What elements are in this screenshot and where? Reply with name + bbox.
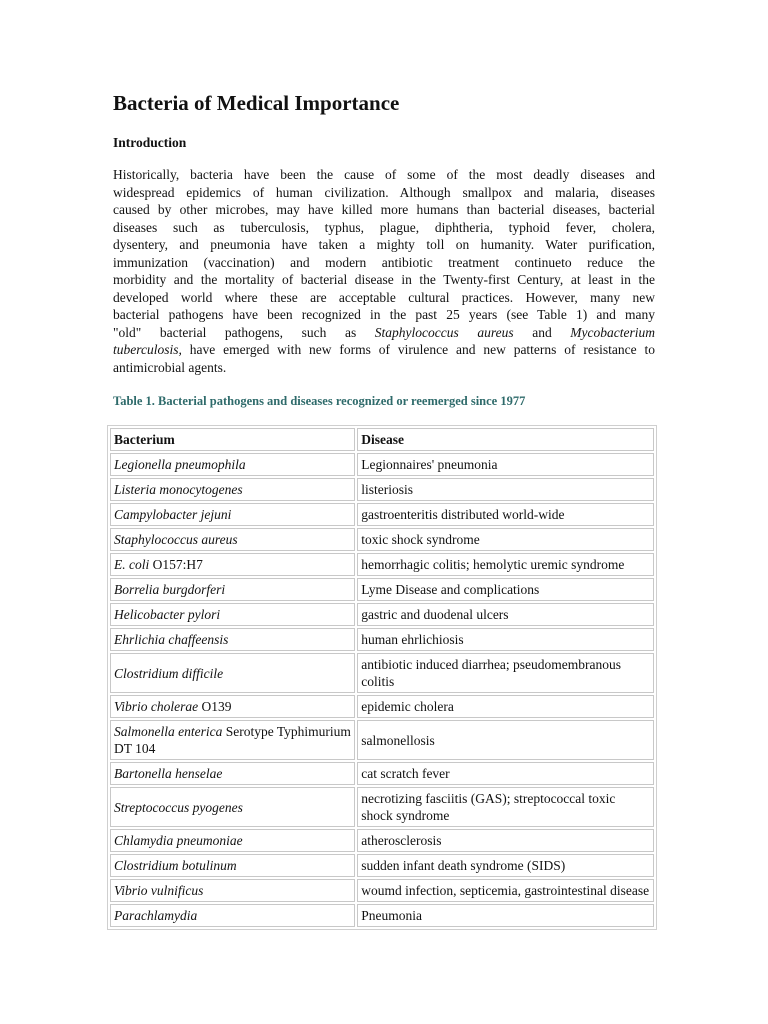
page-title: Bacteria of Medical Importance [113,91,400,115]
intro-italic-text: Staphylococcus aureus [374,324,514,340]
disease-cell: cat scratch fever [357,762,654,785]
bacterium-cell [110,854,355,877]
table-row [110,787,654,827]
bacterium-name: Campylobacter jejuni [114,507,232,522]
disease-cell: gastric and duodenal ulcers [357,603,654,626]
bacterium-name: Legionella pneumophila [114,457,246,472]
table-row [110,528,654,551]
bacterium-name: Chlamydia pneumoniae [114,833,243,848]
intro-text: diseases such as tuberculosis, typhus, plague, diphtheria, typhoid fever, cholera, [113,219,655,235]
intro-italic-text: Mycobacterium [570,324,655,340]
intro-text: have emerged with new forms of virulence and new patterns of resistance to [181,342,655,357]
disease-cell: Legionnaires' pneumonia [357,453,654,476]
disease-cell: hemorrhagic colitis; hemolytic uremic syndrome [357,553,654,576]
table-row [110,553,654,576]
disease-cell: woumd infection, septicemia, gastrointestinal disease [357,879,654,902]
table-row [110,578,654,601]
bacterium-name: Clostridium difficile [114,665,224,681]
disease-cell: human ehrlichiosis [357,628,654,651]
bacterium-cell [110,578,355,601]
disease-cell: antibiotic induced diarrhea; pseudomembranous colitis [357,653,654,693]
table-row [110,695,654,718]
bacterium-name: E. coli [114,557,150,572]
bacterium-strain: Serotype Typhimurium DT 104 [114,724,351,756]
table-row [110,453,654,476]
intro-line [113,236,655,254]
intro-text: "old" bacterial pathogens, such as [113,324,375,340]
intro-paragraph [113,166,655,376]
disease-cell: sudden infant death syndrome (SIDS) [357,854,654,877]
intro-text: Historically, bacteria have been the cause of some of the most deadly diseases and [113,167,655,182]
table-row [110,829,654,852]
table-row [110,720,654,760]
bacterium-name: Bartonella henselae [114,766,223,781]
bacterium-name: Helicobacter pylori [114,607,221,622]
table-row [110,503,654,526]
bacterium-cell [110,628,355,651]
disease-cell: listeriosis [357,478,654,501]
table-row [110,478,654,501]
header-disease: Disease [357,428,654,451]
intro-text: dysentery, and pneumonia have taken a mighty toll on humanity. Water purification, [113,237,655,252]
intro-line [113,166,655,184]
bacterium-name: Staphylococcus aureus [114,532,238,547]
intro-line [113,324,655,342]
bacterium-name: Borrelia burgdorferi [114,582,226,597]
bacterium-cell [110,904,355,927]
table-header-row [110,428,654,451]
intro-line [113,359,655,377]
intro-italic-text: tuberculosis, [113,342,182,357]
disease-cell: atherosclerosis [357,829,654,852]
section-heading: Introduction [113,135,187,150]
bacterium-name: Streptococcus pyogenes [114,799,243,815]
disease-cell: toxic shock syndrome [357,528,654,551]
bacterium-name: Listeria monocytogenes [114,482,243,497]
table-row [110,904,654,927]
table-row [110,653,654,693]
intro-text: morbidity and the mortality of bacterial disease in the Twenty-first Century, at least in the [113,272,655,287]
bacterium-cell [110,787,355,827]
disease-cell: epidemic cholera [357,695,654,718]
bacterium-strain: O139 [198,699,232,714]
bacterium-name: Ehrlichia chaffeensis [114,632,229,647]
intro-line [113,201,655,219]
header-bacterium: Bacterium [110,428,355,451]
disease-cell: Pneumonia [357,904,654,927]
bacterium-strain: O157:H7 [149,557,203,572]
bacterium-cell [110,879,355,902]
intro-line [113,271,655,289]
intro-line [113,289,655,307]
intro-line [113,254,655,272]
bacterium-cell [110,603,355,626]
disease-cell: gastroenteritis distributed world-wide [357,503,654,526]
intro-text: antimicrobial agents. [113,359,227,375]
table-row [110,879,654,902]
bacterium-name: Clostridium botulinum [114,858,237,873]
table-row [110,762,654,785]
intro-line [113,341,655,359]
intro-text: widespread epidemics of human civilization. Although smallpox and malaria, diseases [113,184,655,200]
bacterium-cell [110,478,355,501]
bacterium-cell [110,453,355,476]
intro-line [113,306,655,324]
bacterium-cell [110,829,355,852]
intro-text: and [513,324,571,340]
disease-cell: Lyme Disease and complications [357,578,654,601]
bacterium-name: Parachlamydia [114,908,198,923]
intro-text: immunization (vaccination) and modern antibiotic treatment continueto reduce the [113,254,655,270]
disease-cell: necrotizing fasciitis (GAS); streptococcal toxic shock syndrome [357,787,654,827]
intro-line [113,184,655,202]
bacterium-cell [110,653,355,693]
intro-line [113,219,655,237]
bacterium-cell [110,695,355,718]
bacterium-cell [110,762,355,785]
bacterium-cell [110,553,355,576]
bacterium-name: Vibrio vulnificus [114,883,204,898]
table-caption: Table 1. Bacterial pathogens and diseases recognized or reemerged since 1977 [113,394,526,408]
bacterium-name: Salmonella enterica [114,724,223,739]
table-row [110,603,654,626]
table-row [110,854,654,877]
bacterium-cell [110,528,355,551]
intro-text: developed world where these are acceptable cultural practices. However, many new [113,289,655,305]
bacterium-cell [110,503,355,526]
bacterium-name: Vibrio cholerae [114,699,199,714]
pathogen-table [107,425,657,930]
table-body [110,453,654,927]
disease-cell: salmonellosis [357,720,654,760]
bacterium-cell [110,720,355,760]
intro-text: bacterial pathogens have been recognized in the past 25 years (see Table 1) and many [113,307,655,322]
table-row [110,628,654,651]
intro-text: caused by other microbes, may have killed more humans than bacterial diseases, bacterial [113,202,655,217]
